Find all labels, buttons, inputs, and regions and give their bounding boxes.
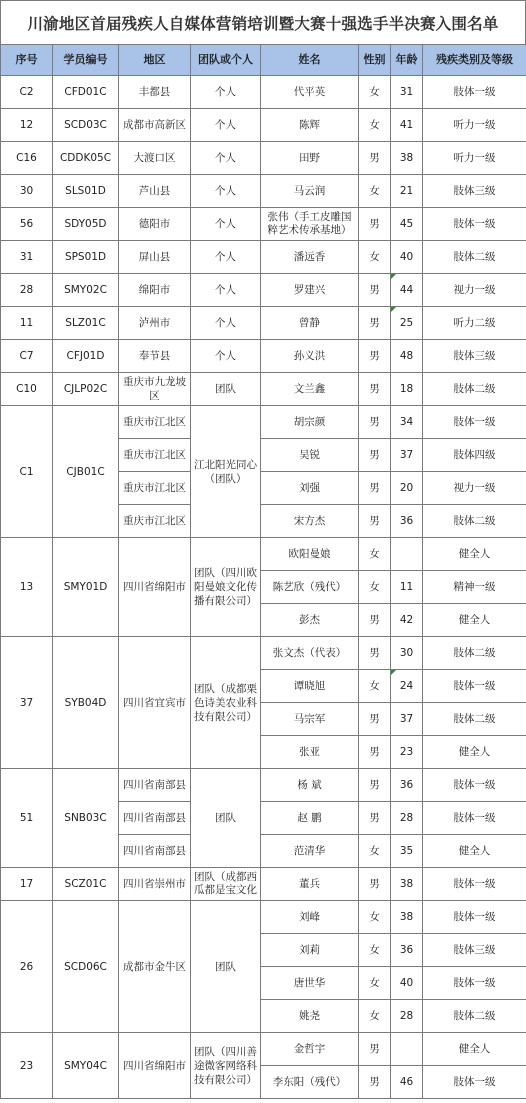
header-student-id: 学员编号	[53, 45, 119, 76]
region-cell: 四川省崇州市	[119, 868, 191, 901]
region-cell: 成都市金牛区	[119, 901, 191, 1033]
name-cell: 陈艺欣（残代）	[261, 571, 359, 604]
region-cell: 重庆市江北区	[119, 406, 191, 439]
seq-cell: C10	[1, 373, 53, 406]
age-cell: 21	[391, 175, 423, 208]
header-disability: 残疾类别及等级	[423, 45, 526, 76]
name-cell: 谭晓旭	[261, 670, 359, 703]
id-cell: CJB01C	[53, 406, 119, 538]
table-row	[1, 769, 526, 802]
id-cell: SLS01D	[53, 175, 119, 208]
age-cell: 44	[391, 274, 423, 307]
age-cell: 11	[391, 571, 423, 604]
gender-cell: 男	[359, 604, 391, 637]
seq-cell: 17	[1, 868, 53, 901]
name-cell: 唐世华	[261, 967, 359, 1000]
table-row	[1, 307, 526, 340]
disability-cell: 视力一级	[423, 274, 526, 307]
seq-cell: 51	[1, 769, 53, 868]
name-cell: 姚尧	[261, 1000, 359, 1033]
age-cell	[391, 538, 423, 571]
gender-cell: 女	[359, 109, 391, 142]
gender-cell: 男	[359, 439, 391, 472]
gender-cell: 男	[359, 802, 391, 835]
name-cell: 孙义洪	[261, 340, 359, 373]
name-cell: 赵 鹏	[261, 802, 359, 835]
gender-cell: 男	[359, 142, 391, 175]
id-cell: SMY04C	[53, 1033, 119, 1099]
id-cell: CFJ01D	[53, 340, 119, 373]
table-row	[1, 76, 526, 109]
age-cell: 38	[391, 868, 423, 901]
disability-cell: 肢体一级	[423, 76, 526, 109]
team-cell: 团队	[191, 901, 261, 1033]
team-cell: 团队（四川欧阳曼娘文化传播有限公司）	[191, 538, 261, 637]
table-row	[1, 637, 526, 670]
gender-cell: 女	[359, 1000, 391, 1033]
name-cell: 文兰鑫	[261, 373, 359, 406]
gender-cell: 男	[359, 208, 391, 241]
seq-cell: C1	[1, 406, 53, 538]
seq-cell: C2	[1, 76, 53, 109]
table-row	[1, 340, 526, 373]
name-cell: 宋方杰	[261, 505, 359, 538]
disability-cell: 健全人	[423, 538, 526, 571]
table-row	[1, 142, 526, 175]
age-cell	[391, 1033, 423, 1066]
age-cell: 31	[391, 76, 423, 109]
seq-cell: 37	[1, 637, 53, 769]
region-cell: 丰都县	[119, 76, 191, 109]
age-cell: 23	[391, 736, 423, 769]
name-cell: 罗建兴	[261, 274, 359, 307]
disability-cell: 精神一级	[423, 571, 526, 604]
id-cell: SCD06C	[53, 901, 119, 1033]
id-cell: SDY05D	[53, 208, 119, 241]
id-cell: SNB03C	[53, 769, 119, 868]
gender-cell: 男	[359, 1066, 391, 1099]
name-cell: 马云润	[261, 175, 359, 208]
name-cell: 欧阳曼娘	[261, 538, 359, 571]
gender-cell: 男	[359, 769, 391, 802]
seq-cell: 11	[1, 307, 53, 340]
team-cell: 团队（四川善途微客网络科技有限公司）	[191, 1033, 261, 1099]
seq-cell: 12	[1, 109, 53, 142]
disability-cell: 健全人	[423, 835, 526, 868]
header-seq: 序号	[1, 45, 53, 76]
age-cell: 40	[391, 967, 423, 1000]
region-cell: 四川省南部县	[119, 802, 191, 835]
region-cell: 屏山县	[119, 241, 191, 274]
name-cell: 李东阳（残代）	[261, 1066, 359, 1099]
disability-cell: 肢体一级	[423, 868, 526, 901]
disability-cell: 视力一级	[423, 472, 526, 505]
age-cell: 42	[391, 604, 423, 637]
disability-cell: 肢体四级	[423, 439, 526, 472]
region-cell: 重庆市江北区	[119, 472, 191, 505]
region-cell: 大渡口区	[119, 142, 191, 175]
region-cell: 重庆市江北区	[119, 505, 191, 538]
gender-cell: 女	[359, 241, 391, 274]
table-row	[1, 901, 526, 934]
gender-cell: 男	[359, 373, 391, 406]
team-cell: 团队（成都栗色诗美农业科技有限公司）	[191, 637, 261, 769]
id-cell: SMY01D	[53, 538, 119, 637]
id-cell: SCZ01C	[53, 868, 119, 901]
name-cell: 范清华	[261, 835, 359, 868]
seq-cell: C16	[1, 142, 53, 175]
disability-cell: 肢体二级	[423, 1000, 526, 1033]
disability-cell: 肢体一级	[423, 670, 526, 703]
header-region: 地区	[119, 45, 191, 76]
disability-cell: 肢体一级	[423, 901, 526, 934]
seq-cell: 13	[1, 538, 53, 637]
name-cell: 张伟（手工皮雕国粹艺术传承基地）	[261, 208, 359, 241]
gender-cell: 男	[359, 472, 391, 505]
header-row	[1, 45, 526, 76]
name-cell: 彭杰	[261, 604, 359, 637]
age-cell: 48	[391, 340, 423, 373]
team-cell: 团队	[191, 373, 261, 406]
region-cell: 芦山县	[119, 175, 191, 208]
disability-cell: 肢体二级	[423, 505, 526, 538]
name-cell: 刘峰	[261, 901, 359, 934]
table-row	[1, 175, 526, 208]
age-cell: 20	[391, 472, 423, 505]
gender-cell: 男	[359, 703, 391, 736]
id-cell: SLZ01C	[53, 307, 119, 340]
name-cell: 张文杰（代表）	[261, 637, 359, 670]
name-cell: 吴锐	[261, 439, 359, 472]
gender-cell: 女	[359, 571, 391, 604]
age-cell: 36	[391, 934, 423, 967]
disability-cell: 肢体三级	[423, 175, 526, 208]
gender-cell: 男	[359, 406, 391, 439]
region-cell: 四川省南部县	[119, 835, 191, 868]
disability-cell: 肢体一级	[423, 967, 526, 1000]
team-cell: 个人	[191, 208, 261, 241]
disability-cell: 肢体一级	[423, 1066, 526, 1099]
disability-cell: 肢体二级	[423, 703, 526, 736]
id-cell: SCD03C	[53, 109, 119, 142]
gender-cell: 女	[359, 175, 391, 208]
gender-cell: 男	[359, 736, 391, 769]
gender-cell: 男	[359, 340, 391, 373]
gender-cell: 女	[359, 835, 391, 868]
seq-cell: C7	[1, 340, 53, 373]
age-cell: 37	[391, 703, 423, 736]
region-cell: 成都市高新区	[119, 109, 191, 142]
id-cell: SYB04D	[53, 637, 119, 769]
seq-cell: 31	[1, 241, 53, 274]
age-cell: 24	[391, 670, 423, 703]
team-cell: 个人	[191, 175, 261, 208]
disability-cell: 听力一级	[423, 142, 526, 175]
table-row	[1, 274, 526, 307]
seq-cell: 30	[1, 175, 53, 208]
team-cell: 团队	[191, 769, 261, 868]
region-cell: 四川省南部县	[119, 769, 191, 802]
gender-cell: 男	[359, 1033, 391, 1066]
disability-cell: 肢体一级	[423, 208, 526, 241]
gender-cell: 男	[359, 307, 391, 340]
disability-cell: 听力二级	[423, 307, 526, 340]
age-cell: 30	[391, 637, 423, 670]
name-cell: 田野	[261, 142, 359, 175]
gender-cell: 男	[359, 274, 391, 307]
name-cell: 杨 斌	[261, 769, 359, 802]
name-cell: 董兵	[261, 868, 359, 901]
region-cell: 泸州市	[119, 307, 191, 340]
table-row	[1, 1033, 526, 1066]
age-cell: 35	[391, 835, 423, 868]
table-row	[1, 373, 526, 406]
region-cell: 四川省绵阳市	[119, 538, 191, 637]
table-row	[1, 241, 526, 274]
name-cell: 金哲宇	[261, 1033, 359, 1066]
age-cell: 41	[391, 109, 423, 142]
gender-cell: 女	[359, 76, 391, 109]
name-cell: 潘远香	[261, 241, 359, 274]
name-cell: 胡宗颜	[261, 406, 359, 439]
header-gender: 性别	[359, 45, 391, 76]
team-cell: 团队（成都西瓜都是宝文化	[191, 868, 261, 901]
table-row	[1, 406, 526, 439]
disability-cell: 肢体二级	[423, 637, 526, 670]
age-cell: 38	[391, 142, 423, 175]
disability-cell: 肢体二级	[423, 241, 526, 274]
age-cell: 25	[391, 307, 423, 340]
disability-cell: 肢体三级	[423, 340, 526, 373]
team-cell: 江北阳光同心（团队）	[191, 406, 261, 538]
region-cell: 奉节县	[119, 340, 191, 373]
gender-cell: 女	[359, 670, 391, 703]
age-cell: 36	[391, 505, 423, 538]
age-cell: 37	[391, 439, 423, 472]
id-cell: SPS01D	[53, 241, 119, 274]
team-cell: 个人	[191, 241, 261, 274]
age-cell: 28	[391, 1000, 423, 1033]
table-row	[1, 208, 526, 241]
disability-cell: 肢体二级	[423, 373, 526, 406]
name-cell: 代平英	[261, 76, 359, 109]
id-cell: CDDK05C	[53, 142, 119, 175]
header-team: 团队或个人	[191, 45, 261, 76]
disability-cell: 肢体一级	[423, 769, 526, 802]
team-cell: 个人	[191, 142, 261, 175]
gender-cell: 男	[359, 868, 391, 901]
gender-cell: 女	[359, 934, 391, 967]
team-cell: 个人	[191, 76, 261, 109]
header-name: 姓名	[261, 45, 359, 76]
disability-cell: 听力一级	[423, 109, 526, 142]
age-cell: 18	[391, 373, 423, 406]
region-cell: 四川省绵阳市	[119, 1033, 191, 1099]
disability-cell: 肢体一级	[423, 406, 526, 439]
gender-cell: 女	[359, 538, 391, 571]
gender-cell: 女	[359, 967, 391, 1000]
name-cell: 刘莉	[261, 934, 359, 967]
age-cell: 28	[391, 802, 423, 835]
disability-cell: 肢体三级	[423, 934, 526, 967]
region-cell: 重庆市九龙坡区	[119, 373, 191, 406]
seq-cell: 56	[1, 208, 53, 241]
disability-cell: 健全人	[423, 1033, 526, 1066]
seq-cell: 28	[1, 274, 53, 307]
age-cell: 46	[391, 1066, 423, 1099]
gender-cell: 女	[359, 901, 391, 934]
sheet-title: 川渝地区首届残疾人自媒体营销培训暨大赛十强选手半决赛入围名单	[0, 0, 526, 45]
age-cell: 40	[391, 241, 423, 274]
name-cell: 陈辉	[261, 109, 359, 142]
team-cell: 个人	[191, 307, 261, 340]
disability-cell: 健全人	[423, 736, 526, 769]
team-cell: 个人	[191, 274, 261, 307]
header-age: 年龄	[391, 45, 423, 76]
table-row	[1, 109, 526, 142]
age-cell: 36	[391, 769, 423, 802]
table-row	[1, 868, 526, 901]
age-cell: 45	[391, 208, 423, 241]
region-cell: 四川省宜宾市	[119, 637, 191, 769]
seq-cell: 23	[1, 1033, 53, 1099]
team-cell: 个人	[191, 109, 261, 142]
candidate-table	[0, 44, 526, 1099]
team-cell: 个人	[191, 340, 261, 373]
disability-cell: 健全人	[423, 604, 526, 637]
id-cell: SMY02C	[53, 274, 119, 307]
region-cell: 德阳市	[119, 208, 191, 241]
name-cell: 刘强	[261, 472, 359, 505]
seq-cell: 26	[1, 901, 53, 1033]
age-cell: 34	[391, 406, 423, 439]
region-cell: 重庆市江北区	[119, 439, 191, 472]
id-cell: CJLP02C	[53, 373, 119, 406]
id-cell: CFD01C	[53, 76, 119, 109]
name-cell: 曾静	[261, 307, 359, 340]
gender-cell: 男	[359, 505, 391, 538]
gender-cell: 男	[359, 637, 391, 670]
name-cell: 张亚	[261, 736, 359, 769]
age-cell: 38	[391, 901, 423, 934]
name-cell: 马宗军	[261, 703, 359, 736]
table-row	[1, 538, 526, 571]
disability-cell: 肢体一级	[423, 802, 526, 835]
region-cell: 绵阳市	[119, 274, 191, 307]
